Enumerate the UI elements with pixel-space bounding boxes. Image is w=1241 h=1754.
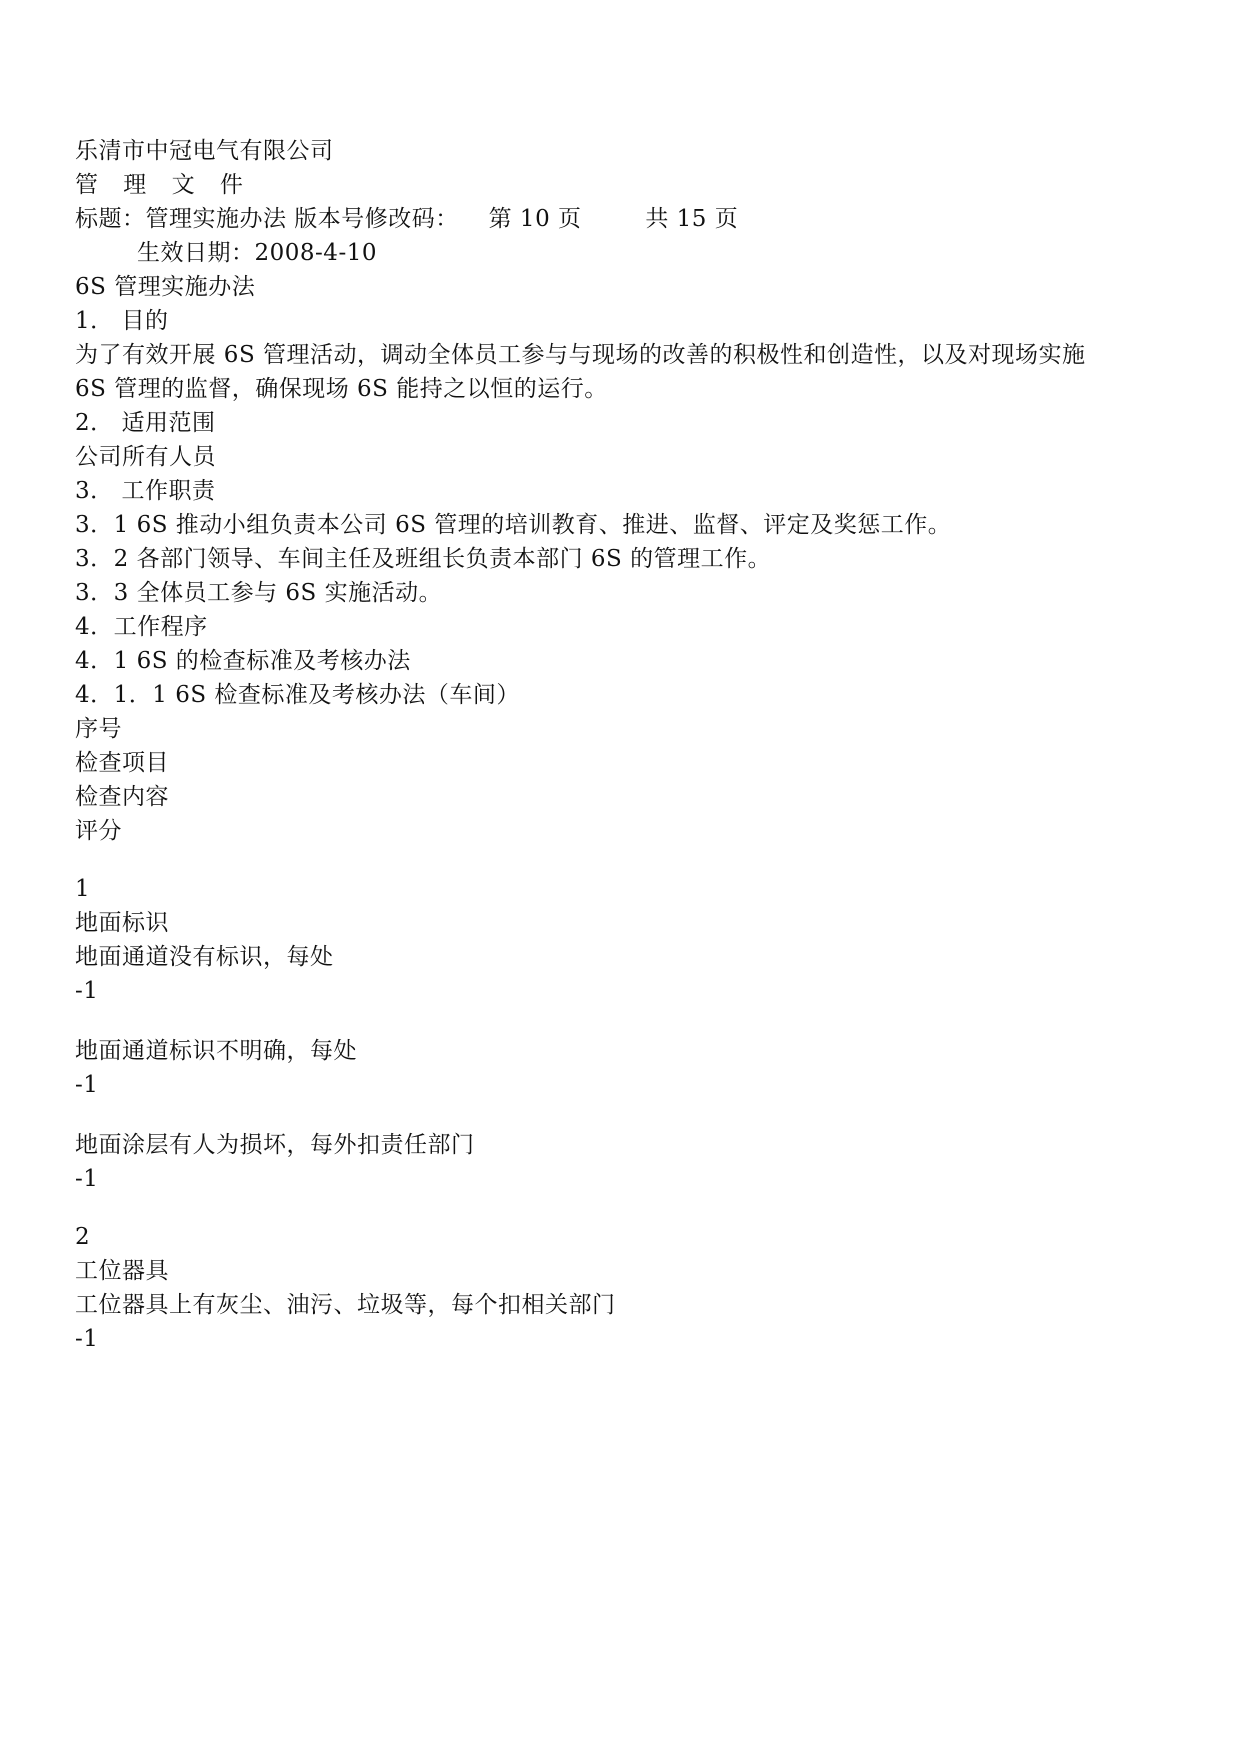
section-1-heading: 1． 目的 — [75, 308, 169, 334]
table-row-2-content: 地面通道标识不明确，每处 — [75, 1038, 357, 1064]
section-2-heading: 2． 适用范围 — [75, 410, 216, 436]
table-row-1-no: 1 — [75, 876, 91, 902]
table-row-1-item: 地面标识 — [75, 910, 169, 936]
title-line — [75, 204, 738, 234]
page-total: 共 15 页 — [645, 206, 739, 232]
effective-date: 生效日期：2008-4-10 — [137, 240, 377, 266]
section-3-1: 3．1 6S 推动小组负责本公司 6S 管理的培训教育、推进、监督、评定及奖惩工作。 — [75, 512, 952, 538]
table-row-2-score: -1 — [75, 1072, 99, 1098]
section-3-2: 3．2 各部门领导、车间主任及班组长负责本部门 6S 的管理工作。 — [75, 546, 772, 572]
section-1-paragraph-line-1: 为了有效开展 6S 管理活动，调动全体员工参与与现场的改善的积极性和创造性，以及对现场实施 — [75, 342, 1086, 368]
table-header-score: 评分 — [75, 818, 122, 844]
table-header-content: 检查内容 — [75, 784, 169, 810]
table-row-4-content: 工位器具上有灰尘、油污、垃圾等，每个扣相关部门 — [75, 1292, 616, 1318]
table-row-1-score: -1 — [75, 978, 99, 1004]
table-row-3-content: 地面涂层有人为损坏，每外扣责任部门 — [75, 1132, 475, 1158]
table-header-item: 检查项目 — [75, 750, 169, 776]
table-row-3-score: -1 — [75, 1166, 99, 1192]
table-row-4-item: 工位器具 — [75, 1258, 169, 1284]
doc-title: 6S 管理实施办法 — [75, 274, 256, 300]
page-number: 第 10 页 — [488, 206, 582, 232]
section-3-3: 3．3 全体员工参与 6S 实施活动。 — [75, 580, 443, 606]
doc-type: 管 理 文 件 — [75, 172, 252, 198]
section-2-text: 公司所有人员 — [75, 444, 216, 470]
table-row-1-content: 地面通道没有标识，每处 — [75, 944, 334, 970]
section-4-1: 4．1 6S 的检查标准及考核办法 — [75, 648, 411, 674]
table-header-no: 序号 — [75, 716, 122, 742]
title-label: 标题：管理实施办法 版本号修改码： — [75, 206, 459, 232]
section-4-1-1: 4．1．1 6S 检查标准及考核办法（车间） — [75, 682, 520, 708]
section-3-heading: 3． 工作职责 — [75, 478, 216, 504]
section-4-heading: 4．工作程序 — [75, 614, 208, 640]
table-row-4-score: -1 — [75, 1326, 99, 1352]
table-row-4-no: 2 — [75, 1224, 91, 1250]
section-1-paragraph-line-2: 6S 管理的监督，确保现场 6S 能持之以恒的运行。 — [75, 376, 608, 402]
company-name: 乐清市中冠电气有限公司 — [75, 138, 334, 164]
